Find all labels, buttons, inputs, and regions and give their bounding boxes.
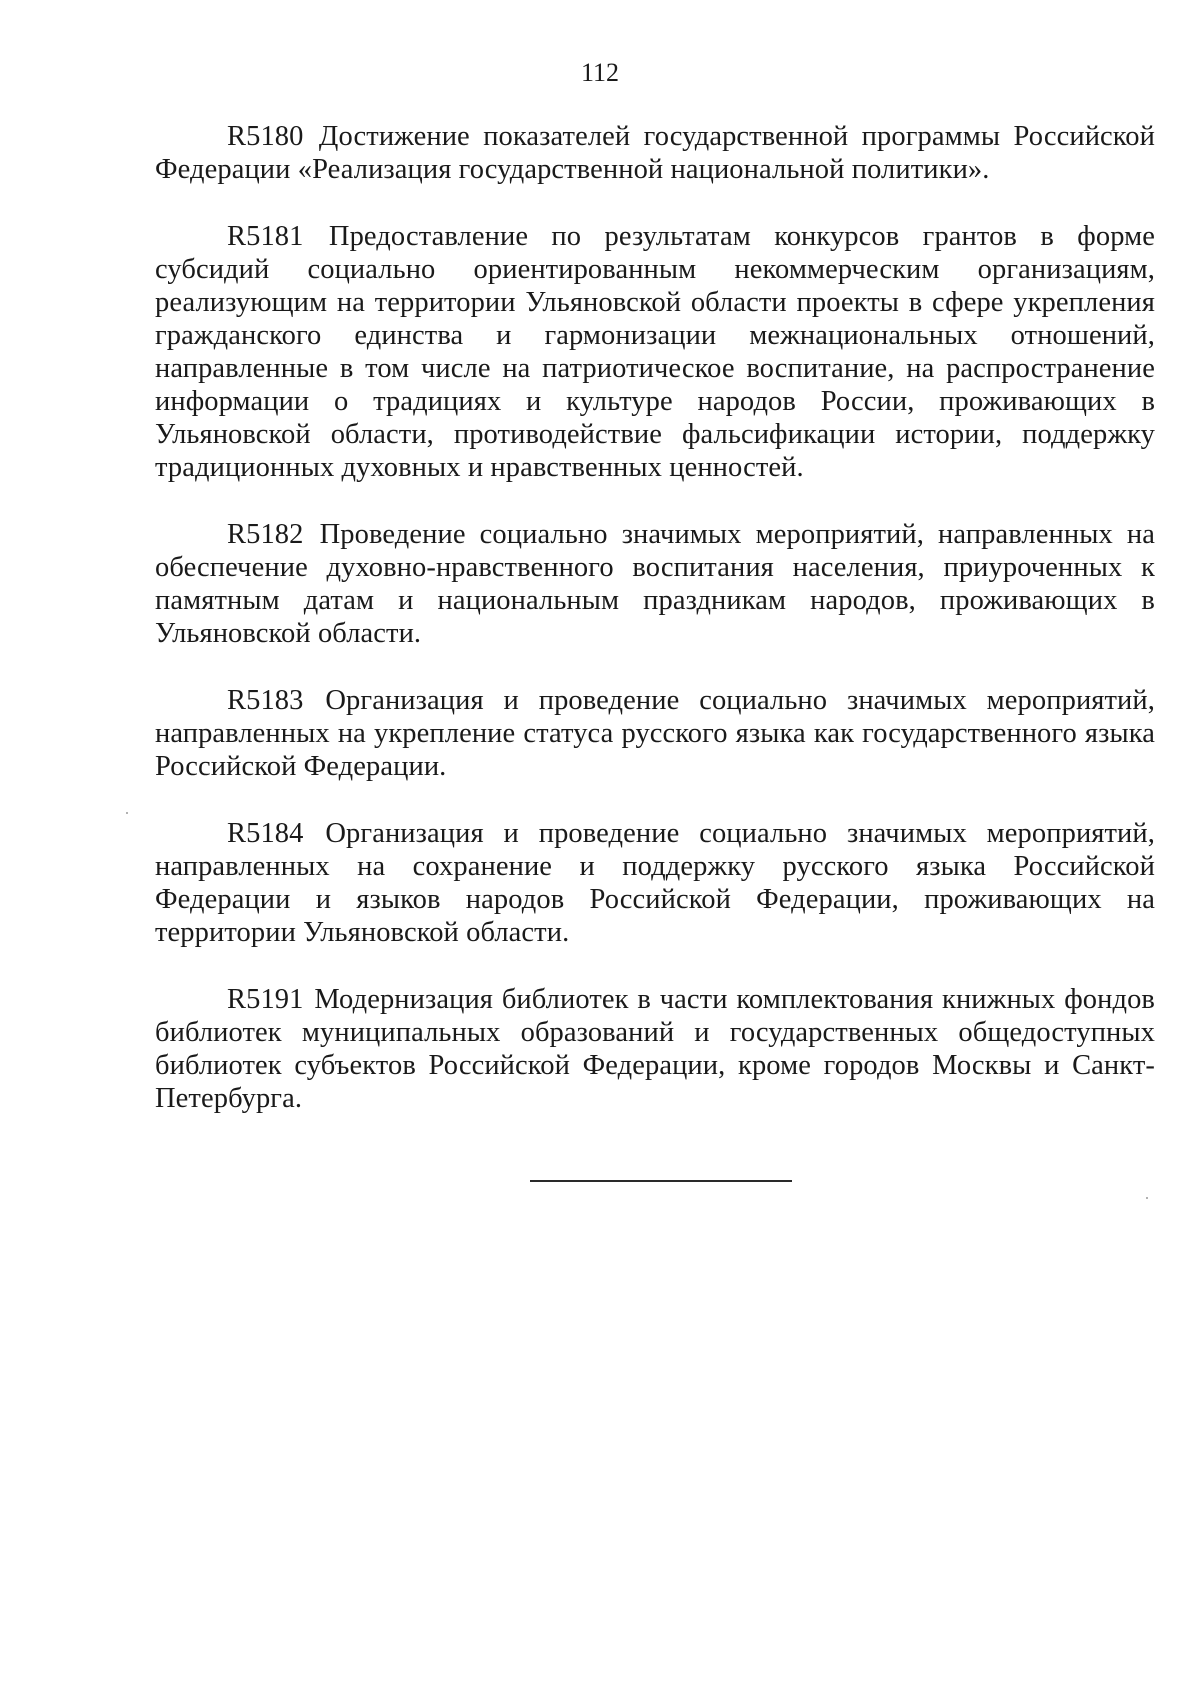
paragraph-text: Предоставление по результатам конкурсов грантов в форме субсидий социально ориентированным некоммерческим организациям, реализующим на территории Ульяновской области проекты в сфере укрепления гражданского единства и гармонизации межнациональных отношений, направленные в том числе на патриотическое воспитание, на распространение информации о традициях и культуре народов России, проживающих в Ульяновской области, противодействие фальсификации истории, поддержку традиционных духовных и нравственных ценностей. — [155, 221, 1155, 483]
budget-code: R5180 — [227, 121, 304, 152]
page-number: 112 — [580, 58, 620, 87]
paragraph-r5184 — [155, 817, 1155, 949]
scan-speck — [1146, 1197, 1148, 1199]
paragraph-text: Модернизация библиотек в части комплектования книжных фондов библиотек муниципальных образований и государственных общедоступных библиотек субъектов Российской Федерации, кроме городов Москвы и Санкт-Петербурга. — [155, 984, 1155, 1114]
paragraph-text: Организация и проведение социально значимых мероприятий, направленных на укрепление статуса русского языка как государственного языка Российской Федерации. — [155, 685, 1155, 782]
paragraph-text: Организация и проведение социально значимых мероприятий, направленных на сохранение и поддержку русского языка Российской Федерации и языков народов Российской Федерации, проживающих на территории Ульяновской области. — [155, 818, 1155, 948]
document-body — [155, 120, 1155, 1149]
paragraph-r5181 — [155, 220, 1155, 484]
scan-speck — [126, 812, 128, 814]
paragraph-r5180 — [155, 120, 1155, 186]
budget-code: R5181 — [227, 221, 304, 252]
paragraph-text: Достижение показателей государственной программы Российской Федерации «Реализация государственной национальной политики». — [155, 121, 1155, 185]
budget-code: R5191 — [227, 984, 304, 1015]
paragraph-r5191 — [155, 983, 1155, 1115]
budget-code: R5182 — [227, 519, 304, 550]
paragraph-r5182 — [155, 518, 1155, 650]
paragraph-r5183 — [155, 684, 1155, 783]
paragraph-text: Проведение социально значимых мероприятий, направленных на обеспечение духовно-нравственного воспитания населения, приуроченных к памятным датам и национальным праздникам народов, проживающих в Ульяновской области. — [155, 519, 1155, 649]
budget-code: R5184 — [227, 818, 304, 849]
end-of-document-rule — [530, 1180, 792, 1182]
budget-code: R5183 — [227, 685, 304, 716]
